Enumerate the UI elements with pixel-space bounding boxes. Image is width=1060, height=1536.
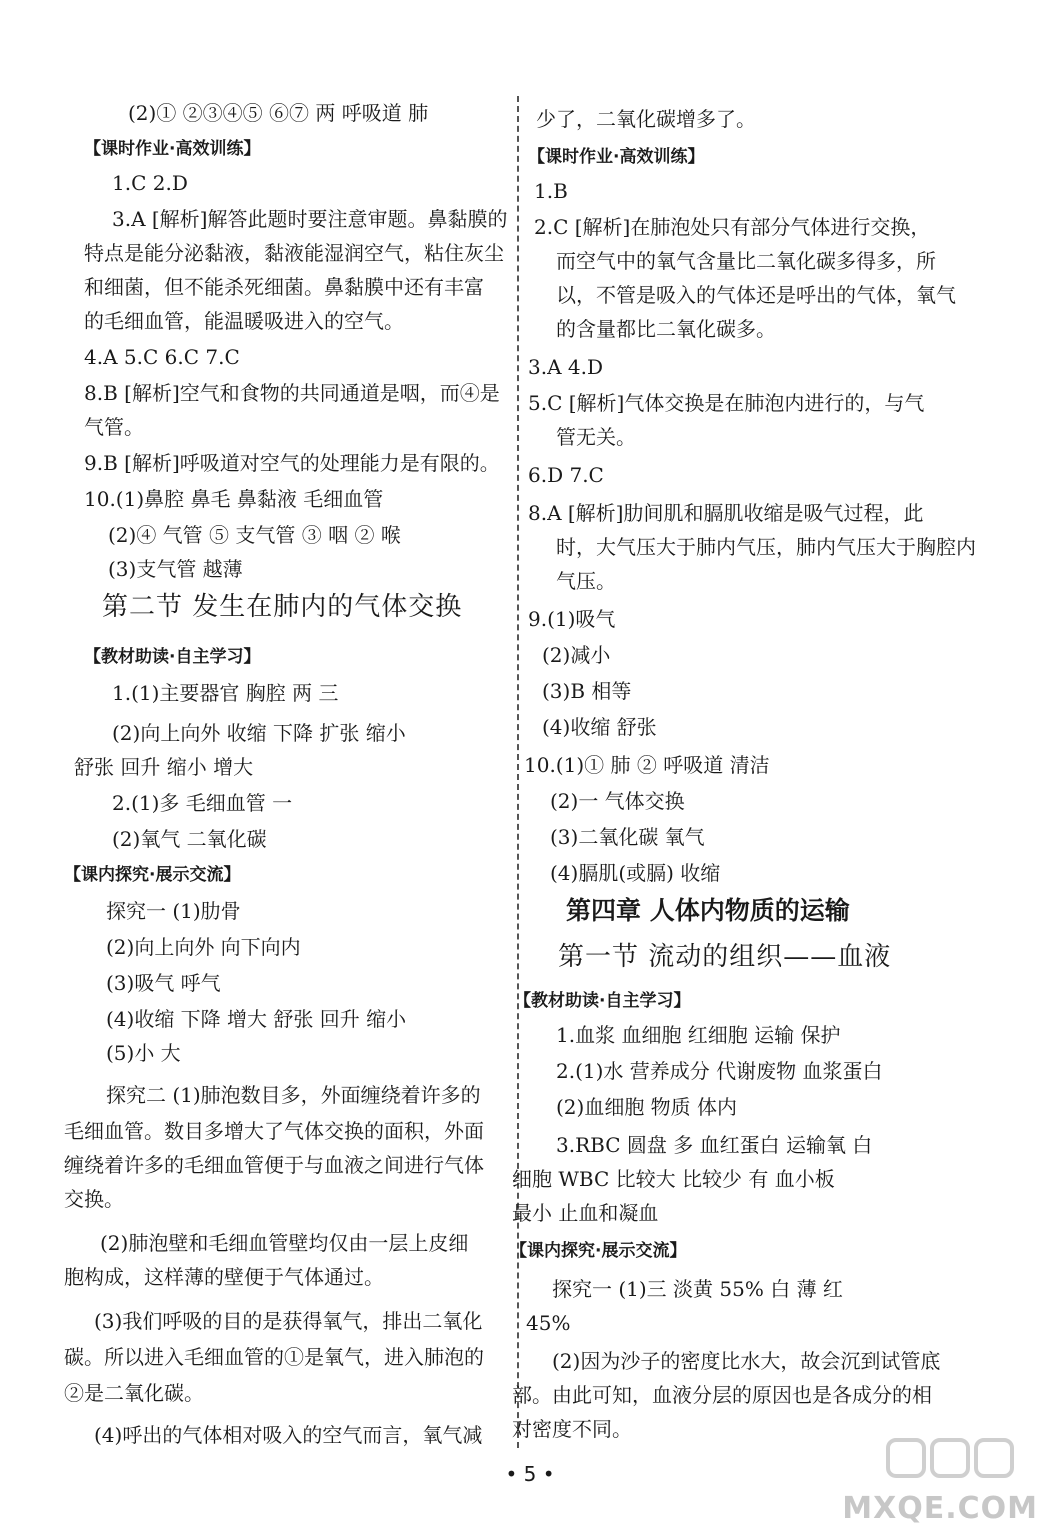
answer-line: 最小 止血和凝血 bbox=[512, 1201, 659, 1225]
answer-line: 气管。 bbox=[84, 415, 144, 439]
answer-line: (3)吸气 呼气 bbox=[106, 971, 221, 995]
answer-line: 特点是能分泌黏液，黏液能湿润空气，粘住灰尘 bbox=[84, 241, 504, 265]
answer-line: 45% bbox=[526, 1311, 571, 1335]
answer-line: (4)收缩 舒张 bbox=[542, 715, 657, 739]
answer-line: (2)④ 气管 ⑤ 支气管 ③ 咽 ② 喉 bbox=[108, 523, 401, 547]
answer-line: 毛细血管。数目多增大了气体交换的面积，外面 bbox=[64, 1119, 484, 1143]
answer-line: (2)① ②③④⑤ ⑥⑦ 两 呼吸道 肺 bbox=[128, 101, 429, 125]
answer-line: 探究一 (1)肋骨 bbox=[106, 899, 241, 923]
answer-line: 3.RBC 圆盘 多 血红蛋白 运输氧 白 bbox=[556, 1133, 873, 1157]
answer-line: (4)膈肌(或膈) 收缩 bbox=[550, 861, 721, 885]
answer-line: 缠绕着许多的毛细血管便于与血液之间进行气体 bbox=[64, 1153, 484, 1177]
answer-line: 碳。所以进入毛细血管的①是氧气，进入肺泡的 bbox=[64, 1345, 484, 1369]
answer-line: 的毛细血管，能温暖吸进入的空气。 bbox=[84, 309, 404, 333]
answer-line: (4)收缩 下降 增大 舒张 回升 缩小 bbox=[106, 1007, 407, 1031]
answer-line: 气压。 bbox=[556, 569, 616, 593]
section-header: 【课时作业·高效训练】 bbox=[84, 139, 261, 159]
chapter-title: 第四章 人体内物质的运输 bbox=[566, 896, 850, 925]
answer-line: 时，大气压大于肺内气压，肺内气压大于胸腔内 bbox=[556, 535, 976, 559]
answer-line: 4.A 5.C 6.C 7.C bbox=[84, 345, 240, 369]
section-header: 【教材助读·自主学习】 bbox=[84, 647, 261, 667]
answer-line: (3)我们呼吸的目的是获得氧气，排出二氧化 bbox=[94, 1309, 483, 1333]
answer-line: 而空气中的氧气含量比二氧化碳多得多，所 bbox=[556, 249, 936, 273]
section-header: 【课内探究·展示交流】 bbox=[510, 1241, 687, 1261]
section-title: 第二节 发生在肺内的气体交换 bbox=[102, 592, 463, 622]
answer-line: (2)氧气 二氧化碳 bbox=[112, 827, 267, 851]
answer-line: 的含量都比二氧化碳多。 bbox=[556, 317, 776, 341]
answer-line: 9.B [解析]呼吸道对空气的处理能力是有限的。 bbox=[84, 451, 500, 475]
answer-line: (2)向上向外 收缩 下降 扩张 缩小 bbox=[112, 721, 406, 745]
answer-line: 8.B [解析]空气和食物的共同通道是咽，而④是 bbox=[84, 381, 500, 405]
answer-line: 5.C [解析]气体交换是在肺泡内进行的，与气 bbox=[528, 391, 925, 415]
answer-line: 1.血浆 血细胞 红细胞 运输 保护 bbox=[556, 1023, 841, 1047]
answer-line: 10.(1)鼻腔 鼻毛 鼻黏液 毛细血管 bbox=[84, 487, 384, 511]
answer-line: 3.A 4.D bbox=[528, 355, 603, 379]
section-header: 【课内探究·展示交流】 bbox=[64, 865, 241, 885]
answer-line: 1.C 2.D bbox=[112, 171, 188, 195]
answer-line: 探究二 (1)肺泡数目多，外面缠绕着许多的 bbox=[106, 1083, 481, 1107]
page-number: • 5 • bbox=[505, 1462, 555, 1486]
answer-line: 管无关。 bbox=[556, 425, 636, 449]
answer-line: 1.B bbox=[534, 179, 568, 203]
answer-line: 部。由此可知，血液分层的原因也是各成分的相 bbox=[512, 1383, 932, 1407]
answer-line: (3)二氧化碳 氧气 bbox=[550, 825, 705, 849]
answer-line: 3.A [解析]解答此题时要注意审题。鼻黏膜的 bbox=[112, 207, 508, 231]
answer-line: (5)小 大 bbox=[106, 1041, 181, 1065]
answer-line: (2)一 气体交换 bbox=[550, 789, 685, 813]
answer-line: 和细菌，但不能杀死细菌。鼻黏膜中还有丰富 bbox=[84, 275, 484, 299]
answer-line: (2)向上向外 向下向内 bbox=[106, 935, 301, 959]
answer-line: 探究一 (1)三 淡黄 55% 白 薄 红 bbox=[552, 1277, 843, 1301]
answer-line: 2.(1)水 营养成分 代谢废物 血浆蛋白 bbox=[556, 1059, 883, 1083]
answer-line: 10.(1)① 肺 ② 呼吸道 清洁 bbox=[524, 753, 770, 777]
answer-line: (3)B 相等 bbox=[542, 679, 632, 703]
answer-line: 少了，二氧化碳增多了。 bbox=[536, 107, 756, 131]
answer-line: 细胞 WBC 比较大 比较少 有 血小板 bbox=[512, 1167, 835, 1191]
answer-line: 对密度不同。 bbox=[512, 1417, 632, 1441]
answer-line: (2)减小 bbox=[542, 643, 611, 667]
answer-line: 交换。 bbox=[64, 1187, 124, 1211]
answer-line: 8.A [解析]肋间肌和膈肌收缩是吸气过程，此 bbox=[528, 501, 924, 525]
watermark-text: MXQE.COM bbox=[842, 1491, 1038, 1526]
section-header: 【课时作业·高效训练】 bbox=[528, 147, 705, 167]
answer-line: 6.D 7.C bbox=[528, 463, 604, 487]
answer-line: 2.(1)多 毛细血管 一 bbox=[112, 791, 293, 815]
section-header: 【教材助读·自主学习】 bbox=[514, 991, 691, 1011]
answer-line: 舒张 回升 缩小 增大 bbox=[74, 755, 254, 779]
section-title: 第一节 流动的组织——血液 bbox=[558, 942, 892, 972]
answer-line: (3)支气管 越薄 bbox=[108, 557, 243, 581]
answer-line: 1.(1)主要器官 胸腔 两 三 bbox=[112, 681, 339, 705]
answer-line: (2)血细胞 物质 体内 bbox=[556, 1095, 738, 1119]
answer-line: (2)肺泡壁和毛细血管壁均仅由一层上皮细 bbox=[100, 1231, 469, 1255]
answer-line: ②是二氧化碳。 bbox=[64, 1381, 204, 1405]
answer-line: (4)呼出的气体相对吸入的空气而言，氧气减 bbox=[94, 1423, 483, 1447]
answer-line: 以，不管是吸入的气体还是呼出的气体，氧气 bbox=[556, 283, 956, 307]
answer-line: (2)因为沙子的密度比水大，故会沉到试管底 bbox=[552, 1349, 941, 1373]
answer-line: 9.(1)吸气 bbox=[528, 607, 616, 631]
answer-line: 胞构成，这样薄的壁便于气体通过。 bbox=[64, 1265, 384, 1289]
answer-line: 2.C [解析]在肺泡处只有部分气体进行交换， bbox=[534, 215, 931, 239]
